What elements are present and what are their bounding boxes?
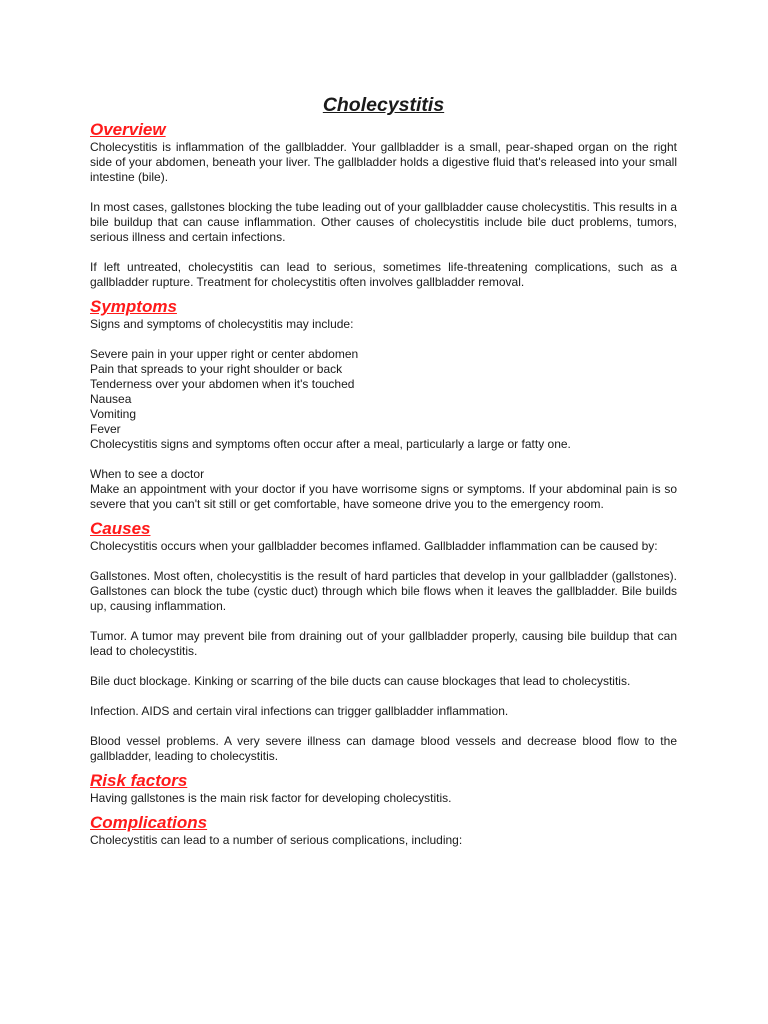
doctor-text: Make an appointment with your doctor if you have worrisome signs or symptoms. If your abdominal pain is so severe that you can't sit still or get comfortable, have someone drive you to the emergency room. [90, 482, 677, 511]
symptom-item: Tenderness over your abdomen when it's touched [90, 377, 355, 391]
causes-paragraph: Blood vessel problems. A very severe illness can damage blood vessels and decrease blood flow to the gallbladder, leading to cholecystitis. [90, 734, 677, 763]
complications-heading: Complications [90, 813, 208, 832]
causes-paragraph: Bile duct blockage. Kinking or scarring of the bile ducts can cause blockages that lead to cholecystitis. [90, 674, 631, 688]
doctor-title: When to see a doctor [90, 467, 205, 481]
overview-paragraph: If left untreated, cholecystitis can lead to serious, sometimes life-threatening complications, such as a gallbladder rupture. Treatment for cholecystitis often involves gallbladder removal. [90, 260, 677, 289]
causes-paragraph: Cholecystitis occurs when your gallbladder becomes inflamed. Gallbladder inflammation can be caused by: [90, 539, 658, 553]
causes-section [90, 519, 677, 764]
overview-paragraph: In most cases, gallstones blocking the tube leading out of your gallbladder cause cholecystitis. This results in a bile buildup that can cause inflammation. Other causes of cholecystitis include bile duct problems, tumors, serious illness and certain infections. [90, 200, 677, 244]
overview-paragraph: Cholecystitis is inflammation of the gallbladder. Your gallbladder is a small, pear-shaped organ on the right side of your abdomen, beneath your liver. The gallbladder holds a digestive fluid that's released into your small intestine (bile). [90, 140, 677, 184]
symptoms-section [90, 297, 677, 512]
risk-factors-section [90, 771, 677, 806]
overview-section [90, 120, 677, 290]
symptom-item: Cholecystitis signs and symptoms often occur after a meal, particularly a large or fatty one. [90, 437, 571, 451]
symptom-item: Pain that spreads to your right shoulder or back [90, 362, 343, 376]
causes-heading: Causes [90, 519, 151, 538]
symptom-item: Nausea [90, 392, 132, 406]
document-page [90, 92, 677, 863]
risk-factors-heading: Risk factors [90, 771, 188, 790]
complications-section [90, 813, 677, 848]
symptoms-heading: Symptoms [90, 297, 177, 316]
symptoms-intro: Signs and symptoms of cholecystitis may include: [90, 317, 354, 331]
risk-factors-text: Having gallstones is the main risk factor for developing cholecystitis. [90, 791, 452, 805]
causes-paragraph: Tumor. A tumor may prevent bile from draining out of your gallbladder properly, causing bile buildup that can lead to cholecystitis. [90, 629, 677, 658]
symptom-item: Fever [90, 422, 121, 436]
symptom-item: Vomiting [90, 407, 137, 421]
causes-paragraph: Infection. AIDS and certain viral infections can trigger gallbladder inflammation. [90, 704, 509, 718]
causes-paragraph: Gallstones. Most often, cholecystitis is the result of hard particles that develop in your gallbladder (gallstones). Gallstones can block the tube (cystic duct) through which bile flows when it leaves the gallbladder. Bile builds up, causing inflammation. [90, 569, 677, 613]
overview-heading: Overview [90, 120, 166, 139]
symptom-item: Severe pain in your upper right or center abdomen [90, 347, 359, 361]
complications-text: Cholecystitis can lead to a number of serious complications, including: [90, 833, 463, 847]
document-title: Cholecystitis [322, 94, 445, 116]
